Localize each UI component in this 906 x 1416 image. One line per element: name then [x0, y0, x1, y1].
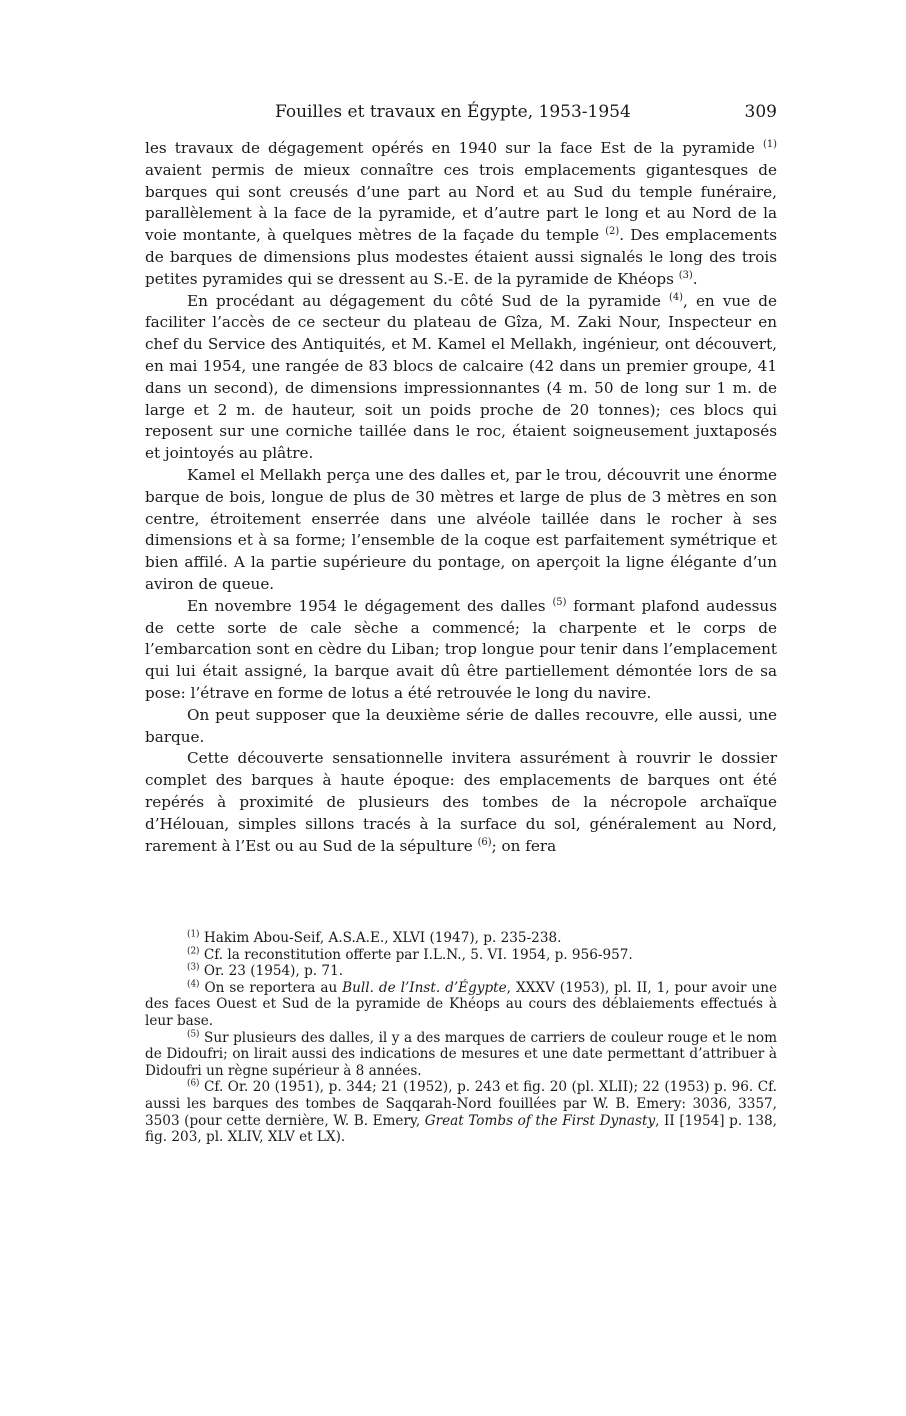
footnote-marker: (6)	[477, 836, 492, 848]
paragraph	[145, 138, 777, 291]
footnote-marker: (2)	[187, 946, 200, 957]
footnote-marker: (1)	[187, 929, 200, 940]
text-run: Or. 23 (1954), p. 71.	[199, 963, 344, 980]
text-run: Cf. la reconstitution offerte par I.L.N., 5. VI. 1954, p. 956-957.	[199, 946, 633, 963]
paragraph	[145, 291, 777, 465]
footnote	[145, 930, 777, 947]
body-text	[145, 138, 777, 857]
footnote-marker: (5)	[187, 1029, 200, 1040]
paragraph	[145, 596, 777, 705]
text-run: En procédant au dégagement du côté Sud de la pyramide	[187, 291, 669, 310]
text-run: En novembre 1954 le dégagement des dalles	[187, 596, 553, 615]
text-run: les travaux de dégagement opérés en 1940 sur la face Est de la pyramide	[145, 139, 763, 157]
page-number: 309	[744, 102, 777, 122]
text-run: . Des emplacements de barques de dimensions plus modestes étaient aussi signalés le long des trois petites pyramides qui se dressent au S.-E. de la pyramide de Khéops	[145, 226, 777, 288]
footnote-marker: (6)	[187, 1078, 200, 1089]
text-run: avaient permis de mieux connaître ces trois emplacements gigantesques de barques qui sont creusés d’une part au Nord et au Sud du temple funéraire, parallèlement à la face de la pyramide, et d’autre part le long et au Nord de la voie montante, à quelques mètres de la façade du temple	[145, 160, 777, 245]
text-run: Bull. de l’Inst. d’Égypte	[342, 979, 507, 996]
footnote-marker: (3)	[187, 962, 200, 973]
paragraph	[145, 748, 777, 857]
text-run: .	[692, 269, 698, 288]
footnote	[145, 963, 777, 980]
footnote-marker: (1)	[763, 138, 777, 150]
text-run: Cette découverte sensationnelle invitera assurément à rouvrir le dossier complet des barques à haute époque: des emplacements de barques ont été repérés à proximité de plusieurs des tombes de la nécropole archaïque d’Hélouan, simples sillons tracés à la surface du sol, généralement au Nord, rarement à l’Est ou au Sud de la sépulture	[145, 749, 777, 855]
text-run: Great Tombs of the First Dynasty	[424, 1112, 656, 1129]
footnote-marker: (3)	[678, 269, 693, 281]
text-run: ; on fera	[491, 836, 557, 855]
text-run: On se reportera au	[199, 979, 343, 996]
footnotes	[145, 930, 777, 1146]
text-run: Hakim Abou-Seif, A.S.A.E., XLVI (1947), p. 235-238.	[199, 930, 562, 946]
footnote	[145, 980, 777, 1030]
paragraph	[145, 465, 777, 596]
footnote-marker: (5)	[552, 596, 567, 608]
text-run: formant plafond audessus de cette sorte de cale sèche a commencé; la charpente et le corps de l’embarcation sont en cèdre du Liban; trop longue pour tenir dans l’emplacement qui lui était assigné, la barque avait dû être partiellement démontée lors de sa pose: l’étrave en forme de lotus a été retrouvée le long du navire.	[145, 596, 777, 702]
paragraph	[145, 705, 777, 749]
running-title: Fouilles et travaux en Égypte, 1953-1954	[275, 102, 631, 122]
text-run: , XXXV (1953), pl. II, 1, pour avoir une des faces Ouest et Sud de la pyramide de Khéops au cours des déblaiements effectués à leur base.	[145, 979, 777, 1029]
text-run: , en vue de faciliter l’accès de ce secteur du plateau de Gîza, M. Zaki Nour, Inspecteur en chef du Service des Antiquités, et M. Kamel el Mellakh, ingénieur, ont découvert, en mai 1954, une rangée de 83 blocs de calcaire (42 dans un premier groupe, 41 dans un second), de dimensions impressionnantes (4 m. 50 de long sur 1 m. de large et 2 m. de hauteur, soit un poids proche de 20 tonnes); ces blocs qui reposent sur une corniche taillée dans le roc, étaient soigneusement juxtaposés et jointoyés au plâtre.	[145, 291, 778, 463]
footnote	[145, 947, 777, 964]
footnote-marker: (2)	[605, 226, 620, 238]
page-header	[145, 102, 777, 128]
footnote	[145, 1079, 777, 1145]
text-run: Sur plusieurs des dalles, il y a des marques de carriers de couleur rouge et le nom de Didoufri; on lirait aussi des indications de mesures et une date permettant d’attribuer à Didoufri un règne supérieur à 8 années.	[145, 1029, 777, 1079]
footnote	[145, 1030, 777, 1080]
footnote-marker: (4)	[669, 291, 683, 303]
text-run: On peut supposer que la deuxième série de dalles recouvre, elle aussi, une barque.	[145, 705, 777, 746]
text-run: Cf. Or. 20 (1951), p. 344; 21 (1952), p. 243 et fig. 20 (pl. XLII); 22 (1953) p. 96. Cf. aussi les barques des tombes de Saqqarah-Nord fouillées par W. B. Emery: 3036, 3357, 3503 (pour cette dernière, W. B. Emery,	[145, 1079, 777, 1129]
text-run: , II [1954] p. 138, fig. 203, pl. XLIV, XLV et LX).	[145, 1112, 777, 1146]
text-run: Kamel el Mellakh perça une des dalles et, par le trou, découvrit une énorme barque de bois, longue de plus de 30 mètres et large de plus de 3 mètres en son centre, étroitement enserrée dans une alvéole taillée dans le rocher à ses dimensions et à sa forme; l’ensemble de la coque est parfaitement symétrique et bien affilé. A la partie supérieure du pontage, on aperçoit la ligne élégante d’un aviron de queue.	[145, 465, 777, 593]
footnote-marker: (4)	[187, 979, 200, 990]
